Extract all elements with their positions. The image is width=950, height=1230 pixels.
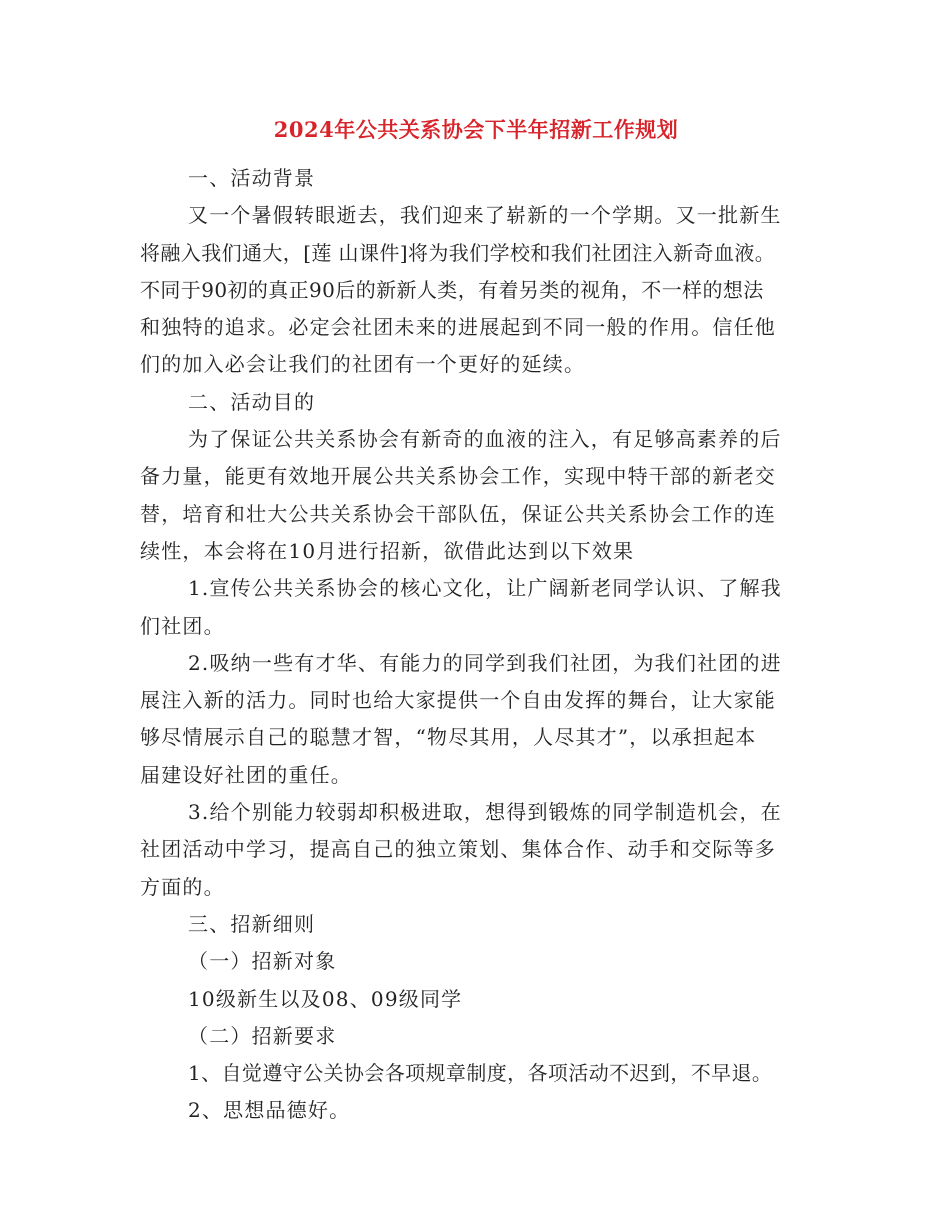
paragraph-line: 又一个暑假转眼逝去，我们迎来了崭新的一个学期。又一批新生	[188, 203, 782, 228]
list-item-3: 3.给个别能力较弱却积极进取，想得到锻炼的同学制造机会，在	[188, 800, 782, 825]
subsection-heading-targets: （一）招新对象	[188, 949, 337, 974]
section-heading-purpose: 二、活动目的	[188, 389, 316, 414]
requirement-item-1: 1、自觉遵守公关协会各项规章制度，各项活动不迟到，不早退。	[188, 1061, 773, 1086]
paragraph-line: 续性，本会将在10月进行招新，欲借此达到以下效果	[140, 538, 635, 563]
requirement-item-2: 2、思想品德好。	[188, 1098, 351, 1123]
subsection-heading-requirements: （二）招新要求	[188, 1023, 337, 1048]
paragraph-line: 方面的。	[140, 874, 225, 899]
paragraph-line: 10级新生以及08、09级同学	[188, 986, 463, 1011]
paragraph-line: 不同于90初的真正90后的新新人类，有着另类的视角，不一样的想法	[140, 277, 764, 302]
section-heading-rules: 三、招新细则	[188, 911, 316, 936]
paragraph-line: 们的加入必会让我们的社团有一个更好的延续。	[140, 352, 586, 377]
document-title: 2024年公共关系协会下半年招新工作规划	[273, 117, 679, 142]
paragraph-line: 展注入新的活力。同时也给大家提供一个自由发挥的舞台，让大家能	[140, 688, 776, 713]
paragraph-line: 够尽情展示自己的聪慧才智，“物尽其用，人尽其才”，以承担起本	[140, 725, 757, 750]
paragraph-line: 届建设好社团的重任。	[140, 762, 352, 787]
paragraph-line: 为了保证公共关系协会有新奇的血液的注入，有足够高素养的后	[188, 427, 782, 452]
list-item-2: 2.吸纳一些有才华、有能力的同学到我们社团，为我们社团的进	[188, 650, 782, 675]
paragraph-line: 替，培育和壮大公共关系协会干部队伍，保证公共关系协会工作的连	[140, 501, 776, 526]
section-heading-background: 一、活动背景	[188, 166, 316, 190]
document-body	[140, 104, 812, 1130]
paragraph-line: 将融入我们通大，[莲 山课件]将为我们学校和我们社团注入新奇血液。	[140, 240, 776, 265]
paragraph-line: 社团活动中学习，提高自己的独立策划、集体合作、动手和交际等多	[140, 837, 776, 862]
paragraph-line: 们社团。	[140, 613, 225, 638]
list-item-1: 1.宣传公共关系协会的核心文化，让广阔新老同学认识、了解我	[188, 576, 782, 601]
paragraph-line: 和独特的追求。必定会社团未来的进展起到不同一般的作用。信任他	[140, 315, 776, 340]
paragraph-line: 备力量，能更有效地开展公共关系协会工作，实现中特干部的新老交	[140, 464, 776, 489]
